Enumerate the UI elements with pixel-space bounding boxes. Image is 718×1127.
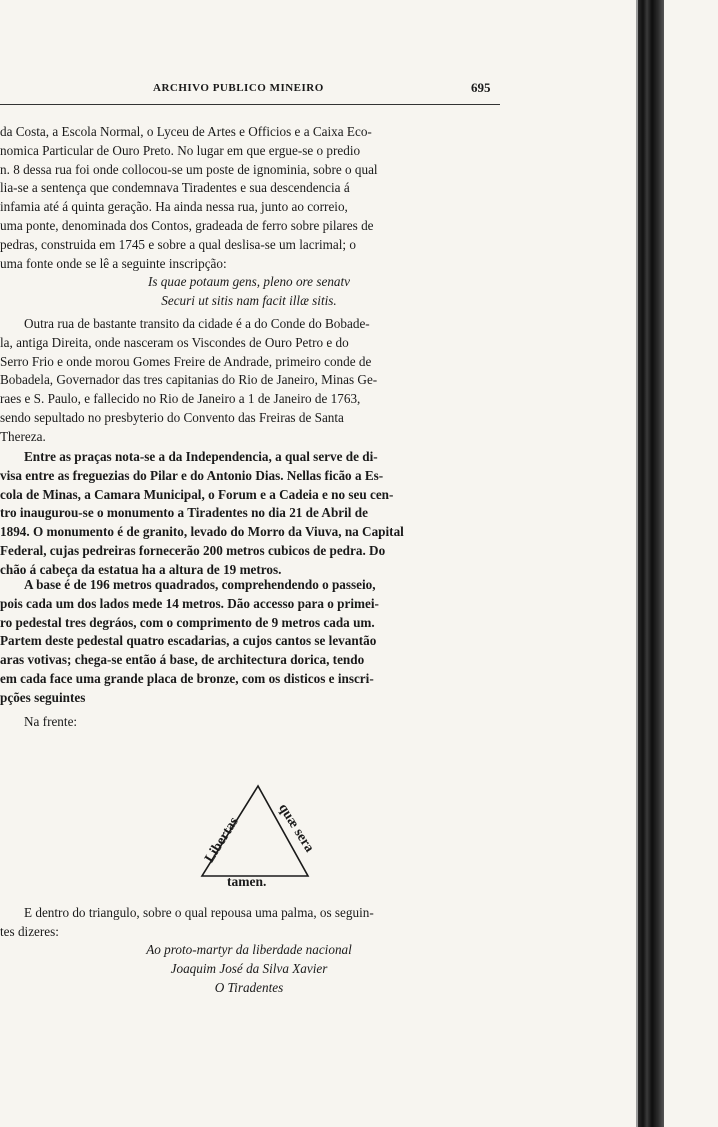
text-line: ro pedestal tres degráos, com o comprimento de 9 metros cada um.	[0, 614, 375, 630]
text-line: Bobadela, Governador das tres capitanias do Rio de Janeiro, Minas Ge-	[0, 372, 378, 388]
book-binding-shadow	[638, 0, 664, 1127]
text-line: aras votivas; chega-se então á base, de architectura dorica, tendo	[0, 652, 365, 668]
text-line: A base é de 196 metros quadrados, comprehendendo o passeio,	[24, 577, 376, 592]
header-rule	[0, 104, 500, 105]
text-line: Thereza.	[0, 428, 46, 444]
paragraph-dentro-triangulo	[0, 904, 498, 942]
text-line: pois cada um dos lados mede 14 metros. Dão accesso para o primei-	[0, 595, 379, 611]
header-title: ARCHIVO PUBLICO MINEIRO	[153, 82, 324, 94]
text-line: da Costa, a Escola Normal, o Lyceu de Artes e Officios e a Caixa Eco-	[0, 124, 372, 139]
paragraph-rua-direita	[0, 123, 498, 311]
text-line: Outra rua de bastante transito da cidade é a do Conde do Bobade-	[24, 316, 370, 331]
triangle-right-label: quæ sera	[275, 801, 317, 856]
text-line: uma fonte onde se lê a seguinte inscripção:	[0, 255, 227, 271]
text-line: lia-se a sentença que condemnava Tiradentes e sua descendencia á	[0, 180, 350, 196]
triangle-left-label: Libertas	[202, 814, 242, 866]
text-line: pedras, construida em 1745 e sobre a qual deslisa-se um lacrimal; o	[0, 236, 356, 252]
triangle-bottom-label: tamen.	[227, 874, 267, 889]
inscription-line: Securi ut sitis nam facit illæ sitis.	[161, 293, 337, 309]
na-frente-label: Na frente:	[24, 714, 78, 729]
paragraph-rua-conde-bobadela	[0, 315, 498, 447]
text-line: tes dizeres:	[0, 923, 59, 939]
text-line: nomica Particular de Ouro Preto. No lugar em que ergue-se o predio	[0, 142, 361, 158]
text-line: chão á cabeça da estatua ha a altura de 19 metros.	[0, 561, 282, 577]
text-line: Serro Frio e onde morou Gomes Freire de Andrade, primeiro conde de	[0, 353, 372, 369]
text-line: em cada face uma grande placa de bronze, com os disticos e inscri-	[0, 670, 374, 686]
dizeres-line: Joaquim José da Silva Xavier	[170, 961, 328, 976]
text-line: Federal, cujas pedreiras fornecerão 200 metros cubicos de pedra. Do	[0, 542, 386, 558]
text-line: Entre as praças nota-se a da Independencia, a qual serve de di-	[24, 449, 378, 464]
text-line: sendo sepultado no presbyterio do Convento das Freiras de Santa	[0, 409, 344, 425]
text-line: 1894. O monumento é de granito, levado do Morro da Viuva, na Capital	[0, 524, 404, 540]
text-line: raes e S. Paulo, e fallecido no Rio de Janeiro a 1 de Janeiro de 1763,	[0, 391, 361, 407]
paragraph-praca-independencia	[0, 448, 498, 580]
text-line: infamia até á quinta geração. Ha ainda nessa rua, junto ao correio,	[0, 199, 348, 215]
text-line: uma ponte, denominada dos Contos, gradeada de ferro sobre pilares de	[0, 217, 374, 233]
dizeres-block	[0, 940, 498, 997]
text-line: la, antiga Direita, onde nasceram os Viscondes de Ouro Petro e do	[0, 334, 349, 350]
text-line: visa entre as freguezias do Pilar e do Antonio Dias. Nellas ficão a Es-	[0, 467, 384, 483]
dizeres-line: Ao proto-martyr da liberdade nacional	[146, 942, 352, 957]
text-line: tro inaugurou-se o monumento a Tiradentes no dia 21 de Abril de	[0, 505, 368, 521]
text-line: cola de Minas, a Camara Municipal, o Forum e a Cadeia e no seu cen-	[0, 486, 394, 502]
dizeres-line: O Tiradentes	[214, 980, 284, 995]
text-line: Partem deste pedestal quatro escadarias, a cujos cantos se levantão	[0, 633, 377, 649]
page-number: 695	[471, 80, 491, 95]
paragraph-base-monumento	[0, 576, 498, 708]
inscription-line: Is quae potaum gens, pleno ore senatv	[147, 274, 351, 290]
running-header	[0, 80, 500, 102]
text-line: pções seguintes	[0, 689, 86, 705]
text-line: E dentro do triangulo, sobre o qual repousa uma palma, os seguin-	[24, 905, 374, 920]
text-line: n. 8 dessa rua foi onde collocou-se um poste de ignominia, sobre o qual	[0, 161, 378, 177]
